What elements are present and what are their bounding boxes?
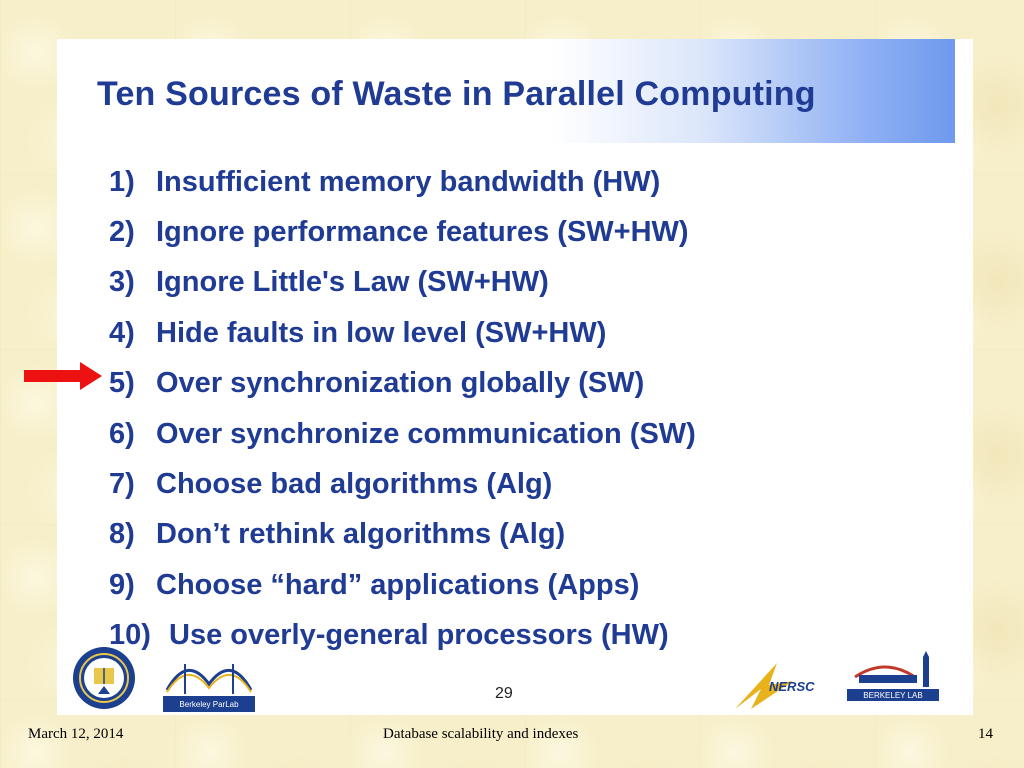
item-text: Choose bad algorithms (Alg) — [156, 468, 553, 501]
list-item — [109, 308, 696, 358]
berkeley-lab-logo — [845, 651, 941, 705]
item-number: 9) — [109, 568, 135, 601]
item-number: 8) — [109, 518, 135, 551]
slide-title: Ten Sources of Waste in Parallel Computing — [97, 75, 816, 113]
item-number: 3) — [109, 266, 135, 299]
item-number: 6) — [109, 417, 135, 450]
item-text: Ignore Little's Law (SW+HW) — [156, 266, 549, 299]
item-text: Don’t rethink algorithms (Alg) — [156, 518, 566, 551]
item-text: Choose “hard” applications (Apps) — [156, 568, 640, 601]
list-item — [109, 560, 696, 610]
item-number: 5) — [109, 367, 135, 400]
slide-frame — [57, 39, 973, 715]
item-text: Over synchronize communication (SW) — [156, 417, 696, 450]
list-item — [109, 510, 696, 560]
list-item — [109, 459, 696, 509]
item-text: Insufficient memory bandwidth (HW) — [156, 165, 661, 198]
list-item — [109, 359, 696, 409]
footer-page-number: 14 — [978, 726, 993, 742]
item-number: 7) — [109, 468, 135, 501]
nersc-logo — [733, 661, 829, 711]
item-number: 1) — [109, 165, 135, 198]
list-item — [109, 157, 696, 207]
inner-page-number: 29 — [495, 685, 513, 702]
footer-date: March 12, 2014 — [28, 726, 124, 742]
item-text: Ignore performance features (SW+HW) — [156, 216, 689, 249]
red-arrow-icon — [24, 361, 104, 391]
item-number: 4) — [109, 316, 135, 349]
list-item — [109, 258, 696, 308]
parlab-logo — [163, 650, 255, 712]
uc-seal-logo — [72, 646, 136, 710]
item-number: 10) — [109, 619, 151, 652]
berkeley-lab-logo-text: BERKELEY LAB — [863, 691, 923, 700]
list-item — [109, 207, 696, 257]
list-item — [109, 409, 696, 459]
item-text: Hide faults in low level (SW+HW) — [156, 316, 607, 349]
item-number: 2) — [109, 216, 135, 249]
parlab-logo-text: Berkeley ParLab — [179, 700, 239, 709]
nersc-logo-text: NERSC — [769, 679, 815, 694]
item-text: Use overly-general processors (HW) — [169, 619, 669, 652]
item-text: Over synchronization globally (SW) — [156, 367, 645, 400]
waste-sources-list — [109, 157, 696, 661]
footer-topic: Database scalability and indexes — [383, 726, 579, 742]
